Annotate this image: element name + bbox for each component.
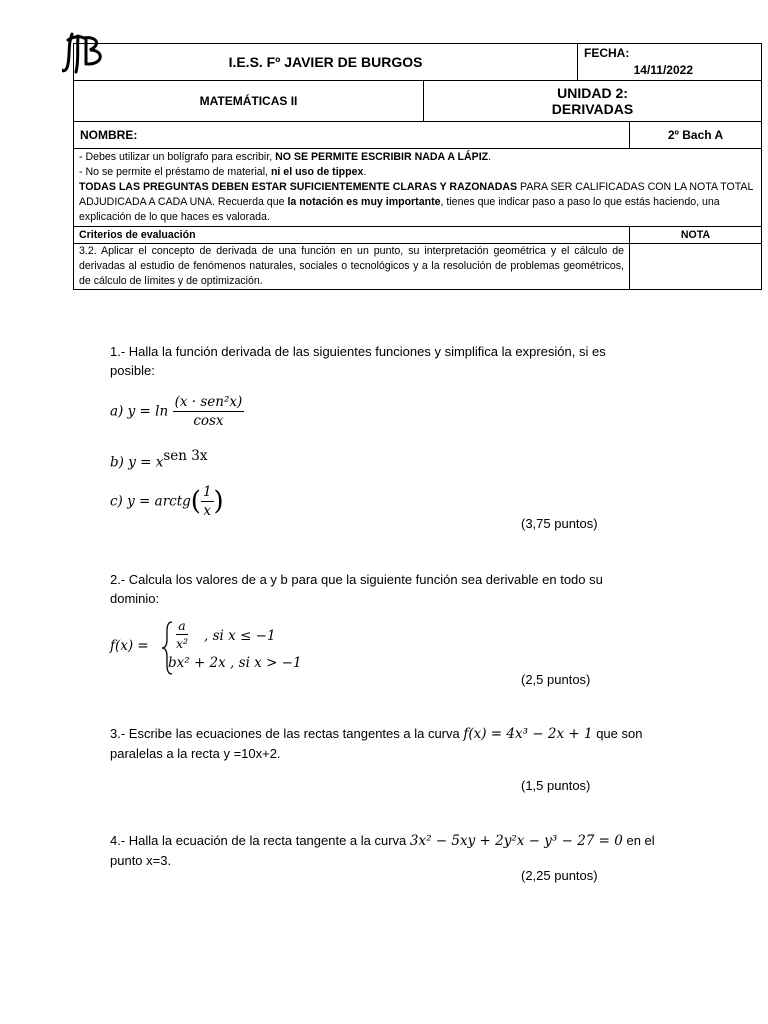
q1a-denominator: cosx — [193, 413, 224, 429]
criteria-header: Criterios de evaluación — [74, 227, 630, 244]
q2-case1-condition: , si x ≤ −1 — [204, 628, 276, 644]
question-1a-formula — [110, 394, 244, 429]
instruction-1-bold: NO SE PERMITE ESCRIBIR NADA A LÁPIZ — [275, 151, 489, 163]
school-name: I.E.S. Fº JAVIER DE BURGOS — [74, 44, 578, 81]
exam-header-table — [73, 43, 762, 290]
q3-text-end: que son paralelas a la recta y =10x+2. — [110, 726, 643, 761]
q3-text-start: 3.- Escribe las ecuaciones de las rectas tangentes a la curva — [110, 726, 464, 741]
instruction-3-emphasis: la notación es muy importante — [287, 196, 441, 208]
q1a-label: a) y = ln — [110, 403, 169, 420]
q1c-paren-close: ) — [213, 486, 224, 517]
unit-line-1: UNIDAD 2: — [557, 85, 628, 101]
unit-line-2: DERIVADAS — [551, 101, 634, 117]
q1c-denominator: x — [203, 503, 212, 519]
q1b-label: b) y = x — [110, 454, 164, 471]
instruction-1-text: - Debes utilizar un bolígrafo para escribir, — [79, 151, 276, 163]
question-4-points: (2,25 puntos) — [521, 868, 598, 883]
instruction-3-bold: TODAS LAS PREGUNTAS DEBEN ESTAR SUFICIENTEMENTE CLARAS Y RAZONADAS — [79, 181, 518, 193]
date-value: 14/11/2022 — [633, 63, 694, 77]
instruction-2-text: - No se permite el préstamo de material, — [79, 166, 271, 178]
date-label: FECHA: — [584, 46, 630, 60]
group-label: 2º Bach A — [630, 122, 762, 149]
unit-title — [424, 81, 762, 122]
q4-formula: 3x² − 5xy + 2y²x − y³ − 27 = 0 — [409, 833, 623, 849]
q2-case1-denominator: x² — [176, 636, 189, 651]
question-3-points: (1,5 puntos) — [521, 778, 591, 793]
question-3-text — [110, 724, 650, 763]
q1a-numerator: (x · sen²x) — [174, 394, 243, 410]
q1c-label: c) y = arctg — [110, 493, 191, 510]
q4-text-start: 4.- Halla la ecuación de la recta tangente a la curva — [110, 833, 410, 848]
date-cell — [578, 44, 762, 81]
q2-case1-fraction — [176, 618, 188, 651]
instructions-box — [74, 149, 762, 227]
q2-case2: bx² + 2x , si x > −1 — [168, 655, 302, 671]
q4-text-end: en el punto x=3. — [110, 833, 655, 868]
subject-name: MATEMÁTICAS II — [74, 81, 424, 122]
q1b-exponent: sen 3x — [163, 448, 208, 464]
question-1-points: (3,75 puntos) — [521, 516, 598, 531]
instruction-2-bold: ni el uso de tippex — [270, 166, 364, 178]
q2-case1-numerator: a — [176, 618, 188, 635]
question-4-text — [110, 831, 670, 870]
q2-f-label: f(x) = — [110, 638, 149, 654]
question-1b-formula — [110, 448, 207, 471]
question-2-points: (2,5 puntos) — [521, 672, 591, 687]
grade-box[interactable] — [630, 244, 762, 290]
question-1-text: 1.- Halla la función derivada de las siguientes funciones y simplifica la expresión, si es posible: — [110, 344, 606, 378]
grade-header: NOTA — [630, 227, 762, 244]
instruction-1-end: . — [488, 151, 492, 163]
criteria-text: 3.2. Aplicar el concepto de derivada de una función en un punto, su interpretación geométrica y el cálculo de derivadas al estudio de fenómenos naturales, sociales o tecnológicos y a la resolución de problemas geométricos, de cálculo de límites y de optimización. — [74, 244, 630, 290]
instruction-3-end: , tienes que indicar paso a paso lo que estás haciendo, una explicación de lo que haces es valorada. — [79, 196, 720, 223]
name-field[interactable]: NOMBRE: — [74, 122, 630, 149]
q1c-numerator: 1 — [202, 484, 212, 500]
question-1c-formula — [110, 484, 224, 519]
instruction-3-text: PARA SER CALIFICADAS CON LA NOTA TOTAL ADJUDICADA A CADA UNA. Recuerda que — [79, 181, 753, 208]
q1c-paren-open: ( — [190, 486, 201, 517]
q3-formula: f(x) = 4x³ − 2x + 1 — [463, 726, 593, 742]
question-2-text: 2.- Calcula los valores de a y b para que la siguiente función sea derivable en todo su dominio: — [110, 572, 603, 606]
q1a-fraction — [173, 394, 245, 429]
instruction-2-end: . — [363, 166, 367, 178]
q1c-fraction — [201, 484, 214, 519]
